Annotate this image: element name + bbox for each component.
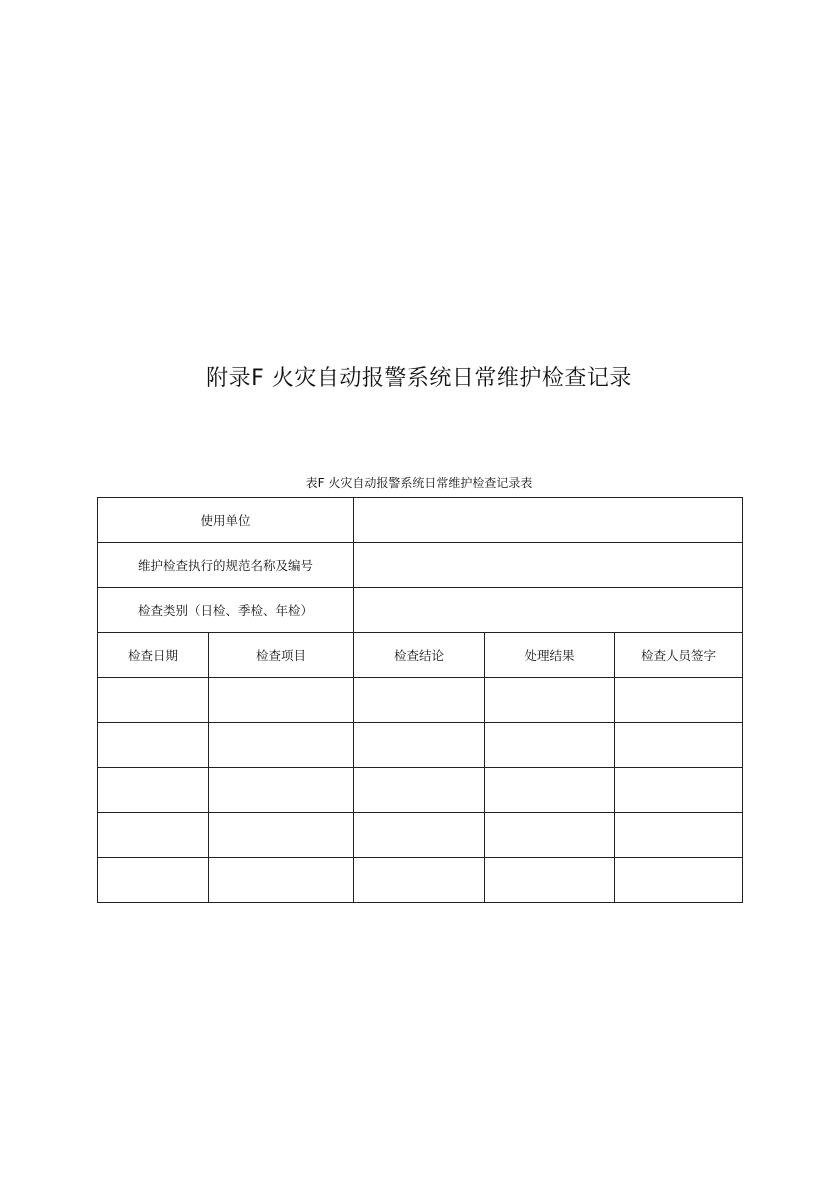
- cell-item[interactable]: [209, 813, 354, 858]
- cell-conclusion[interactable]: [354, 678, 485, 723]
- table-row: [98, 813, 743, 858]
- info-label-standard: 维护检查执行的规范名称及编号: [98, 543, 354, 588]
- cell-item[interactable]: [209, 678, 354, 723]
- cell-item[interactable]: [209, 768, 354, 813]
- column-header-item: 检查项目: [209, 633, 354, 678]
- cell-result[interactable]: [485, 723, 615, 768]
- cell-date[interactable]: [98, 723, 209, 768]
- cell-signature[interactable]: [615, 678, 743, 723]
- info-row-category: [98, 588, 743, 633]
- cell-signature[interactable]: [615, 858, 743, 903]
- table-row: [98, 858, 743, 903]
- cell-signature[interactable]: [615, 768, 743, 813]
- info-row-unit: [98, 498, 743, 543]
- info-value-standard[interactable]: [354, 543, 743, 588]
- inspection-record-table: [97, 497, 743, 903]
- cell-item[interactable]: [209, 858, 354, 903]
- cell-item[interactable]: [209, 723, 354, 768]
- table-row: [98, 678, 743, 723]
- info-label-unit: 使用单位: [98, 498, 354, 543]
- table-row: [98, 723, 743, 768]
- info-row-standard: [98, 543, 743, 588]
- info-value-category[interactable]: [354, 588, 743, 633]
- cell-date[interactable]: [98, 768, 209, 813]
- cell-date[interactable]: [98, 813, 209, 858]
- cell-conclusion[interactable]: [354, 723, 485, 768]
- cell-date[interactable]: [98, 678, 209, 723]
- column-header-date: 检查日期: [98, 633, 209, 678]
- table-row: [98, 768, 743, 813]
- cell-date[interactable]: [98, 858, 209, 903]
- cell-result[interactable]: [485, 768, 615, 813]
- info-label-category: 检查类别（日检、季检、年检）: [98, 588, 354, 633]
- cell-signature[interactable]: [615, 723, 743, 768]
- cell-conclusion[interactable]: [354, 813, 485, 858]
- cell-result[interactable]: [485, 813, 615, 858]
- cell-conclusion[interactable]: [354, 858, 485, 903]
- document-title: 附录F 火灾自动报警系统日常维护检查记录: [206, 366, 632, 391]
- cell-result[interactable]: [485, 678, 615, 723]
- column-header-conclusion: 检查结论: [354, 633, 485, 678]
- column-header-result: 处理结果: [485, 633, 615, 678]
- cell-signature[interactable]: [615, 813, 743, 858]
- info-value-unit[interactable]: [354, 498, 743, 543]
- table-caption: 表F 火灾自动报警系统日常维护检查记录表: [305, 476, 533, 490]
- header-row: [98, 633, 743, 678]
- cell-result[interactable]: [485, 858, 615, 903]
- column-header-signature: 检查人员签字: [615, 633, 743, 678]
- cell-conclusion[interactable]: [354, 768, 485, 813]
